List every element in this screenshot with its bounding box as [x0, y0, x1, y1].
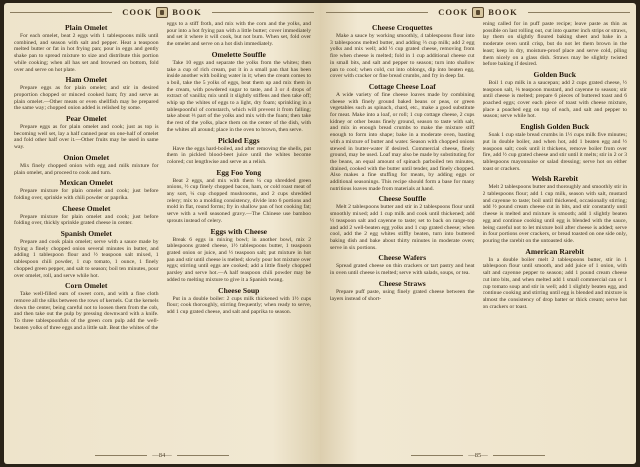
- page-number: —85—: [320, 452, 636, 459]
- recipe-title: Omelette Souffle: [211, 49, 266, 59]
- recipe-title: Cheese Soup: [218, 285, 260, 295]
- recipe-text: Take well-filled ears of sweet corn, and with a fine cloth remove all the silks between the rows of kernels. Cut the kernels down the center, being careful not to loosen them from the cob, and then take out the pulp by pressing downward with a knife. To three tablespoonfuls of the green corn pulp add the well-beaten yolks of three eggs and a little salt. Beat the whites of the: [14, 291, 159, 331]
- recipe-text: In a double boiler melt 2 tablespoons butter, stir in 1 tablespoon flour until smooth, and add juice of 1 onion, with salt and cayenne pepper to season; add 1 pound cream cheese cut into bits, and when melted add 1 small commercial can or 1 cup tomato soup and stir in well; add 1 slightly beaten egg, and continue cooking and stirring until egg is blended and mixture is almost the consistency of drop batter or thick cream; serve hot on crackers or toast.: [482, 256, 627, 310]
- recipe-text: Break 6 eggs in mixing bowl; in another bowl, mix 2 tablespoons grated cheese, 1½ tablespoons butter, 1 teaspoon grated onion or juice, and ½ teaspoon salt; put mixture in hot pan and stir until cheese is melted; slowly pour hot mixture over eggs; stirring until eggs are cooked; add a little finely chopped parsley and serve hot.—A half teaspoon chili powder may be added to melting mixture to give it a Spanish twang.: [166, 236, 311, 283]
- recipe-title: Corn Omelet: [65, 281, 108, 291]
- recipe-title: Cheese Straws: [378, 278, 426, 288]
- recipe-title: Egg Foo Yong: [216, 167, 262, 177]
- recipe-text: Take 10 eggs and separate the yolks from the whites; then take a cup of rich cream, put it in a small pan that has been inside another with boiling water in it; when the cream comes to a boil, take the 5 yolks of eggs, beat them up and mix them in the cream, with powdered sugar to taste, and 3 or 4 drops of extract of vanilla; mix until it slightly stiffens and then take off; whip up the whites of eggs to a light, dry foam; sprinkling in a tablespoonful of cornstarch, which will prevent it from falling; take about ⅓ part of the yolks and mix with the foam; then take the rest of the yolks, place them on the center of the dish, with the whites all around; place in the oven to brown, then serve.: [166, 59, 311, 133]
- page-header: [4, 6, 320, 18]
- recipe-title: Cheese Omelet: [62, 203, 111, 213]
- right-column-2: [483, 21, 628, 449]
- recipe-text: Have the eggs hard-boiled, and after removing the shells, put them in pickled blood-beet juice until the whites become colored; cut lengthwise and serve as a relish.: [166, 145, 311, 165]
- left-column-2: [167, 21, 312, 449]
- recipe-title: Ham Omelet: [65, 75, 108, 85]
- header-word: COOK: [438, 7, 469, 17]
- recipe-text: Make a sauce by working smoothly, 4 tablespoons flour into 3 tablespoons melted butter, and adding ⅔ cup milk; add 2 egg yolks and mix well; add ½ cup grated cheese, removing from fire when cheese is melted; fold in 1 cup additional cheese cut in small bits, and salt and pepper to season; turn into shallow pan to cool; when cold, cut into oblongs, dip into beaten egg, cover with cracker or fine bread crumbs, and fry in deep fat.: [330, 33, 475, 80]
- recipe-title: Golden Buck: [533, 69, 576, 79]
- recipe-title: Mexican Omelet: [59, 178, 113, 188]
- recipe-text: Put in a double boiler: 2 cups milk thickened with 1½ cups flour; cook thoroughly, stirring frequently; when ready to serve, add 1 cup grated cheese, and salt and paprika to season.: [166, 295, 311, 315]
- recipe-title: Pickled Eggs: [217, 135, 260, 145]
- recipe-title: Eggs with Cheese: [210, 226, 268, 236]
- book-emblem-icon: [472, 7, 484, 18]
- recipe-text: For each omelet, beat 2 eggs with 1 tablespoons milk until combined, and season with salt and pepper. Heat a teaspoon melted butter or fat in hot frying pan; pour in eggs and gently shake pan to spread mixture to size and distribute this portion while cooking; when all has set and browned on bottom, fold over and serve on hot plate.: [14, 33, 159, 73]
- recipe-text: Soak 1 cup stale bread crumbs in 1½ cups milk five minutes; put in double boiler, and when hot, add 1 beaten egg and ½ teaspoon salt; cook until it thickens, remove boiler from over fire, add ½ cup grated cheese and stir until it melts; stir in 2 or 3 tablespoons mayonnaise or salad dressing; serve hot on either toast or crackers.: [482, 132, 627, 172]
- recipe-title: Welsh Rarebit: [531, 174, 578, 184]
- recipe-text: Prepare mixture for plain omelet and cook; just before folding over, sprinkle with chili powder or paprika.: [14, 188, 159, 201]
- recipe-title: Plain Omelet: [65, 23, 108, 32]
- recipe-text: Boil 1 cup milk in a saucepan; add 2 cups grated cheese, ½ teaspoon salt, ⅛ teaspoon mustard, and cayenne to season; stir until cheese is melted; prepare 6 pieces of buttered toast and 6 poached eggs; cover each piece of toast with cheese mixture, place a poached egg on top of each, and salt and pepper to season; serve while hot.: [482, 79, 627, 120]
- left-column-1: [14, 21, 159, 449]
- recipe-title: English Golden Buck: [520, 122, 590, 132]
- header-word: BOOK: [488, 7, 518, 17]
- page-number: —84—: [4, 452, 320, 459]
- recipe-text: Prepare eggs as for plain omelet and cook; just as top is becoming well set, lay a half canned pear on one-half of omelet and fold other half over it.—Other fruits may be used in same way.: [14, 124, 159, 151]
- header-word: BOOK: [172, 7, 202, 17]
- header-word: COOK: [122, 7, 153, 17]
- page-header: [320, 6, 636, 18]
- recipe-text: A wide variety of fine cheese loaves made by combining cheese with finely ground baked beans or peas, or green vegetables such as spinach, chard, etc., make a good substitute for meat. Make into a loaf, or roll; 1 cup cottage cheese, 2 cups kidney or other beans finely ground, season to taste with salt, and mix in enough bread crumbs to make the mixture stiff enough to form into shape; bake in a moderate oven, basting with a mixture of butter and water. Season with chopped onions stewed in butter-water if desired. Commercial cheese, finely ground, may be used. Loaf may also be made by substituting for the beans, an equal amount of spinach parboiled ten minutes, drained, cooked with the butter until tender, and finely chopped. Also makes a fine stuffing for meats, by adding eggs or additional seasonings. This recipe should form a base for many nutritious loaves made from materials at hand.: [330, 91, 475, 192]
- recipe-text: Mix finely chopped onion with egg and milk mixture for plain omelet, and proceed to cook and turn.: [14, 162, 159, 176]
- right-column-1: [330, 21, 475, 449]
- book-emblem-icon: [156, 7, 168, 18]
- recipe-title: Cheese Croquettes: [372, 23, 433, 32]
- recipe-title: Cheese Wafers: [378, 253, 427, 263]
- recipe-title: Cheese Souffle: [378, 194, 426, 204]
- recipe-title: Onion Omelet: [63, 152, 110, 162]
- recipe-text: eggs to a stiff froth, and mix with the corn and the yolks, and pour into a hot frying pan with a little butter; cover immediately and set it where it will cook, but not burn. When set, fold over the omelet and serve on a hot dish immediately.: [166, 21, 311, 48]
- recipe-text: Prepare and cook plain omelet; serve with a sauce made by frying a finely chopped onion several minutes in butter, and adding 1 tablespoon flour and ½ teaspoon salt mixed, 1 tablespoon chili powder, 1 cup tomato, 1 ounce, 1 finely chopped green pepper, and salt to season; boil ten minutes, pour over omelet, roll, and serve while hot.: [14, 239, 159, 279]
- recipe-text: Melt 2 tablespoons butter and stir in 2 tablespoons flour until smoothly mixed; add 1 cup milk and cook until thickened; add ½ teaspoon salt and cayenne to taste; set to back on range-top and add 2 well-beaten egg yolks and 1 cup grated cheese; when cool, add the 2 egg whites stiffly beaten, turn into buttered baking dish and bake about thirty minutes in moderate oven; serve in six portions.: [330, 204, 475, 251]
- recipe-text: Prepare eggs as for plain omelet; and stir in desired proportion chopped or minced cooked ham; fry and serve as plain omelet.—Other meats or even shellfish may be prepared the same way; chopped onion added is relished by some.: [14, 85, 159, 112]
- recipe-text: Melt 2 tablespoons butter and thoroughly and smoothly stir in 2 tablespoons flour; add 1 cup milk, season with salt, mustard and cayenne to taste; boil until thickened, occasionally stirring; add ½ pound cream cheese cut in bits, and stir constantly until cheese is melted and mixture is smooth; add 1 slightly beaten egg and continue cooking until egg is blended with the sauce, being careful not to let mixture boil after cheese is added; serve in four portions over crackers, or bread toasted on one side only, pouring the rarebit on the untoasted side.: [482, 184, 627, 244]
- recipe-title: Pear Omelet: [65, 114, 107, 124]
- recipe-text: Prepare puff paste, using finely grated cheese between the layers instead of short-: [330, 288, 475, 302]
- recipe-text: Prepare mixture for plain omelet and cook; just before folding over, thickly sprinkle grated cheese in center.: [14, 213, 159, 227]
- recipe-text: Beat 2 eggs, and mix with them ¼ cup shredded green onions, ½ cup finely chopped bacon, ham, or cold roast meat of any sort, ¼ cup chopped mushrooms, and 2 cups shredded celery; mix to a molding consistency, divide into 6 portions and mold in flat, round forms; fry in shallow pan of hot cooking fat; serve with a well seasoned gravy.—The Chinese use bamboo sprouts instead of celery.: [166, 177, 311, 224]
- left-page: [4, 3, 320, 464]
- recipe-text: Spread grated cheese on thin crackers or tart pastry and heat in oven until cheese is melted; serve with salads, soups, or tea.: [330, 263, 475, 277]
- open-cookbook: [4, 3, 636, 464]
- recipe-title: Spanish Omelet: [60, 229, 112, 239]
- recipe-title: American Rarebit: [525, 246, 585, 256]
- recipe-title: Cottage Cheese Loaf: [368, 81, 436, 91]
- recipe-text: ening called for in puff paste recipe; leave paste as thin as possible on last rolling out, cut into quarter inch strips or straws, lay them on slightly floured baking sheet and bake in a moderate oven until crisp, but do not let them brown in the least; keep in dry, moisture-proof place and serve cold, piling them nicely on a glass dish. Straws may be slightly twisted before baking if desired.: [482, 21, 627, 68]
- right-page: [320, 3, 636, 464]
